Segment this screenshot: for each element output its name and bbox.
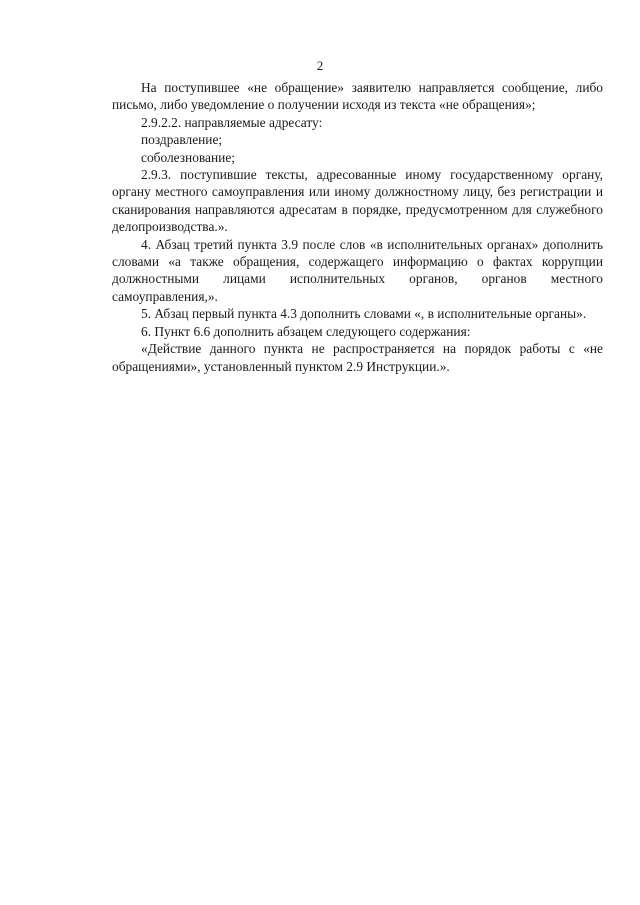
paragraph-amendment-4: 4. Абзац третий пункта 3.9 после слов «в исполнительных органах» дополнить словами «а также обращения, содержащего информацию о фактах коррупции должностными лицами исполнительных органов, органов местного самоуправления,».: [112, 236, 603, 304]
paragraph-amendment-6-text: «Действие данного пункта не распространяется на порядок работы с «не обращениями», установленный пунктом 2.9 Инструкции.».: [112, 341, 603, 374]
paragraph-congratulation: поздравление;: [141, 132, 223, 148]
paragraph-amendment-5: 5. Абзац первый пункта 4.3 дополнить словами «, в исполнительные органы».: [141, 306, 587, 322]
paragraph-item-2-9-2-2: 2.9.2.2. направляемые адресату:: [141, 114, 323, 130]
paragraph-item-2-9-3: 2.9.3. поступившие тексты, адресованные иному государственному органу, органу местного самоуправления или иному должностному лицу, без регистрации и сканирования направляются адресатам в порядке, предусмотренном для служебного делопроизводства.».: [112, 167, 603, 235]
paragraph-amendment-6: 6. Пункт 6.6 дополнить абзацем следующего содержания:: [141, 323, 471, 339]
page-number: 2: [316, 58, 324, 73]
paragraph-notification: На поступившее «не обращение» заявителю направляется сообщение, либо письмо, либо уведомление о получении исходя из текста «не обращения»;: [112, 80, 603, 113]
paragraph-condolence: соболезнование;: [141, 149, 235, 165]
document-body: [112, 79, 603, 375]
